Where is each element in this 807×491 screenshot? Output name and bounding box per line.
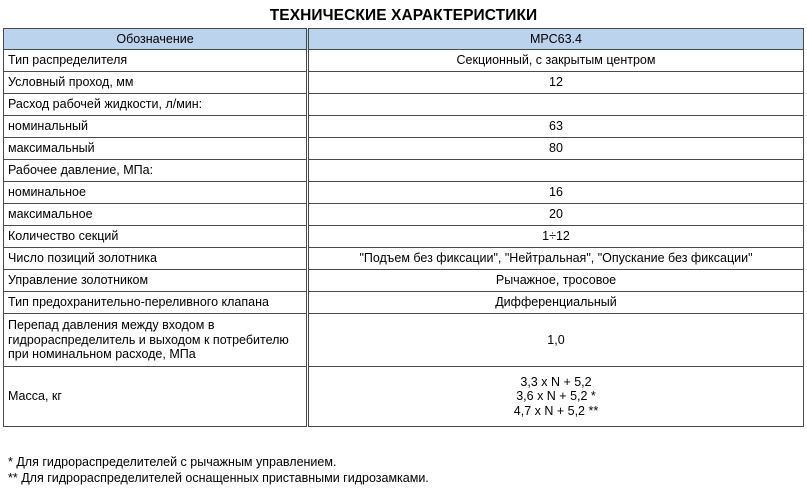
row-label: Тип распределителя (4, 50, 308, 72)
page-title: ТЕХНИЧЕСКИЕ ХАРАКТЕРИСТИКИ (269, 7, 538, 24)
table-row (4, 50, 804, 72)
table-row (4, 270, 804, 292)
label-line: Перепад давления между входом в (8, 318, 215, 333)
row-label: максимальный (4, 138, 308, 160)
row-value: 1÷12 (308, 226, 804, 248)
row-label: номинальное (4, 182, 308, 204)
table-row (4, 248, 804, 270)
row-label: Масса, кг (4, 367, 308, 427)
row-value: 1,0 (308, 314, 804, 367)
table-row (4, 160, 804, 182)
footnotes (8, 454, 429, 486)
table-row (4, 72, 804, 94)
row-value: 63 (308, 116, 804, 138)
table-row (4, 116, 804, 138)
table-row (4, 292, 804, 314)
table-row (4, 94, 804, 116)
label-line: гидрораспределитель и выходом к потребителю (8, 332, 289, 347)
row-label: Условный проход, мм (4, 72, 308, 94)
header-label: Обозначение (4, 29, 308, 50)
row-label: Тип предохранительно-переливного клапана (4, 292, 308, 314)
mass-formula: 4,7 x N + 5,2 ** (513, 403, 599, 418)
row-value: Дифференциальный (308, 292, 804, 314)
row-label: Число позиций золотника (4, 248, 308, 270)
table-row-pressure-drop (4, 314, 804, 367)
mass-formula: 3,6 x N + 5,2 * (516, 389, 596, 404)
row-label: максимальное (4, 204, 308, 226)
row-label: Расход рабочей жидкости, л/мин: (4, 94, 308, 116)
row-value: 80 (308, 138, 804, 160)
row-value: 20 (308, 204, 804, 226)
label-line: при номинальном расходе, МПа (8, 347, 196, 362)
row-value: 16 (308, 182, 804, 204)
row-value: Рычажное, тросовое (308, 270, 804, 292)
row-value (308, 160, 804, 182)
table-row-mass (4, 367, 804, 427)
row-label: Рабочее давление, МПа: (4, 160, 308, 182)
specifications-table (3, 28, 804, 427)
row-value (308, 94, 804, 116)
table-row (4, 226, 804, 248)
row-value: Секционный, с закрытым центром (308, 50, 804, 72)
table-row (4, 182, 804, 204)
table-row (4, 204, 804, 226)
table-header-row (4, 29, 804, 50)
row-label: Управление золотником (4, 270, 308, 292)
header-value: МРС63.4 (308, 29, 804, 50)
row-label (4, 314, 308, 367)
footnote: ** Для гидрораспределителей оснащенных приставными гидрозамками. (8, 471, 429, 485)
mass-formula: 3,3 x N + 5,2 (520, 374, 592, 389)
footnote: * Для гидрораспределителей с рычажным управлением. (8, 455, 337, 469)
row-label: номинальный (4, 116, 308, 138)
row-value: "Подъем без фиксации", "Нейтральная", "Опускание без фиксации" (308, 248, 804, 270)
row-label: Количество секций (4, 226, 308, 248)
row-value (308, 367, 804, 427)
row-value: 12 (308, 72, 804, 94)
table-row (4, 138, 804, 160)
